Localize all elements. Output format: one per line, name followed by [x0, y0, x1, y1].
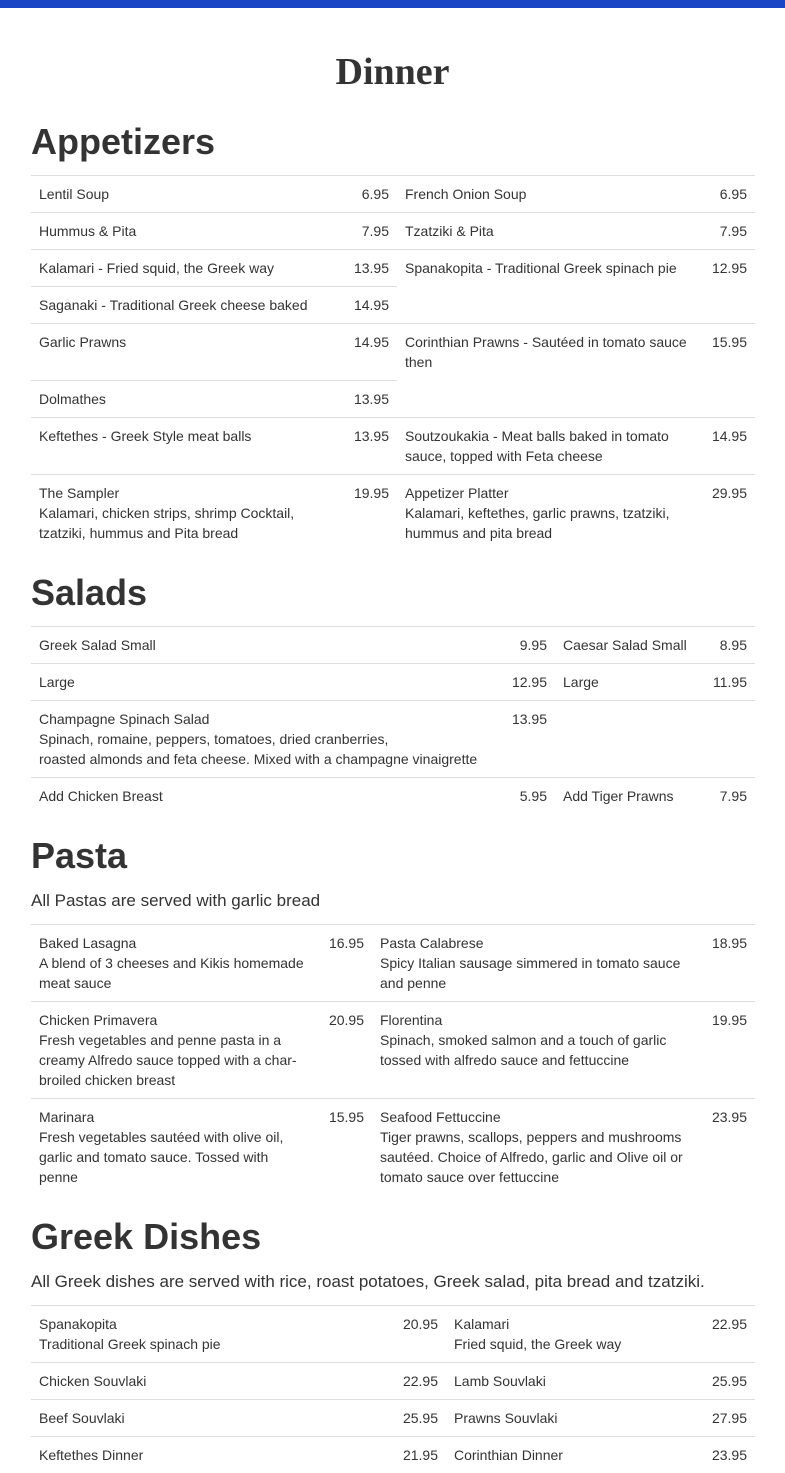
- item-price: 27.95: [695, 1400, 755, 1437]
- menu-row: [31, 925, 755, 1002]
- item-description: A blend of 3 cheeses and Kikis homemade meat sauce: [39, 953, 304, 993]
- item-name: Beef Souvlaki: [31, 1400, 386, 1437]
- item-price: 13.95: [337, 250, 397, 287]
- item-name: Kalamari: [454, 1314, 687, 1334]
- menu-item: [397, 475, 695, 552]
- item-name: Saganaki - Traditional Greek cheese baked: [31, 287, 337, 324]
- menu-row: [31, 701, 755, 778]
- menu-item: [372, 925, 695, 1002]
- menu-row: [31, 1099, 755, 1196]
- menu-item: [31, 1002, 312, 1099]
- item-description: Tiger prawns, scallops, peppers and mushrooms sautéed. Choice of Alfredo, garlic and Olive oil or tomato sauce over fettuccine: [380, 1127, 687, 1187]
- item-name: Marinara: [39, 1107, 304, 1127]
- item-price: 14.95: [695, 418, 755, 475]
- item-price: 7.95: [703, 778, 755, 815]
- item-price: 22.95: [695, 1306, 755, 1363]
- item-description: Kalamari, keftethes, garlic prawns, tzatziki, hummus and pita bread: [405, 503, 687, 543]
- item-name: Large: [31, 664, 494, 701]
- item-name: Spanakopita: [39, 1314, 378, 1334]
- menu-row: [31, 475, 755, 552]
- menu-item: [31, 925, 312, 1002]
- item-price: 19.95: [337, 475, 397, 552]
- item-name: Lentil Soup: [31, 176, 337, 213]
- item-price: 18.95: [695, 925, 755, 1002]
- item-price: 25.95: [695, 1363, 755, 1400]
- item-price: 13.95: [494, 701, 555, 778]
- menu-row: [31, 1306, 755, 1363]
- item-name: Corinthian Prawns - Sautéed in tomato sauce then: [397, 324, 695, 418]
- item-price: 29.95: [695, 475, 755, 552]
- item-price: 7.95: [695, 213, 755, 250]
- item-price: 5.95: [494, 778, 555, 815]
- item-description: Spicy Italian sausage simmered in tomato sauce and penne: [380, 953, 687, 993]
- item-price: 9.95: [494, 627, 555, 664]
- item-name: Tzatziki & Pita: [397, 213, 695, 250]
- menu-row: [31, 1363, 755, 1400]
- item-name: Pasta Calabrese: [380, 933, 687, 953]
- item-price: 23.95: [695, 1437, 755, 1473]
- menu-item: [31, 1099, 312, 1196]
- item-name: Add Tiger Prawns: [555, 778, 703, 815]
- item-name: Greek Salad Small: [31, 627, 494, 664]
- item-description: roasted almonds and feta cheese. Mixed with a champagne vinaigrette: [39, 749, 486, 769]
- item-price: 13.95: [337, 381, 397, 418]
- item-name: Lamb Souvlaki: [446, 1363, 695, 1400]
- menu-item: [372, 1099, 695, 1196]
- menu-row: [31, 1002, 755, 1099]
- item-description: Spinach, smoked salmon and a touch of garlic tossed with alfredo sauce and fettuccine: [380, 1030, 687, 1070]
- item-name: Baked Lasagna: [39, 933, 304, 953]
- item-price: 12.95: [695, 250, 755, 324]
- item-name: Keftethes - Greek Style meat balls: [31, 418, 337, 475]
- item-price: 6.95: [695, 176, 755, 213]
- item-price: 16.95: [312, 925, 372, 1002]
- menu-row: [31, 1437, 755, 1473]
- menu-row: [31, 778, 755, 815]
- item-name: Champagne Spinach Salad: [39, 709, 486, 729]
- menu-row: [31, 250, 755, 287]
- item-name: Appetizer Platter: [405, 483, 687, 503]
- salads-table: [31, 626, 755, 814]
- item-price: 19.95: [695, 1002, 755, 1099]
- item-price: 23.95: [695, 1099, 755, 1196]
- item-name: Add Chicken Breast: [31, 778, 494, 815]
- item-name: Caesar Salad Small: [555, 627, 703, 664]
- item-price: 25.95: [386, 1400, 446, 1437]
- section-heading-greek-dishes: Greek Dishes: [31, 1217, 261, 1257]
- item-price: 15.95: [695, 324, 755, 418]
- item-description: Fresh vegetables and penne pasta in a creamy Alfredo sauce topped with a char-broiled chicken breast: [39, 1030, 304, 1090]
- section-heading-appetizers: Appetizers: [31, 122, 215, 162]
- item-name: Hummus & Pita: [31, 213, 337, 250]
- item-price: 22.95: [386, 1363, 446, 1400]
- menu-row: [31, 176, 755, 213]
- item-description: Fresh vegetables sautéed with olive oil, garlic and tomato sauce. Tossed with penne: [39, 1127, 304, 1187]
- menu-row: [31, 324, 755, 381]
- menu-item: [31, 1306, 386, 1363]
- item-price: 20.95: [312, 1002, 372, 1099]
- item-price: 8.95: [703, 627, 755, 664]
- item-price: 21.95: [386, 1437, 446, 1473]
- menu-item: [446, 1306, 695, 1363]
- item-description: Fried squid, the Greek way: [454, 1334, 687, 1354]
- item-description: Traditional Greek spinach pie: [39, 1334, 378, 1354]
- menu-row: [31, 213, 755, 250]
- empty-cell: [555, 701, 703, 778]
- item-name: Garlic Prawns: [31, 324, 337, 381]
- item-price: 12.95: [494, 664, 555, 701]
- section-note: All Pastas are served with garlic bread: [31, 890, 320, 912]
- item-name: Large: [555, 664, 703, 701]
- item-name: Prawns Souvlaki: [446, 1400, 695, 1437]
- item-name: The Sampler: [39, 483, 329, 503]
- item-price: 20.95: [386, 1306, 446, 1363]
- item-name: Seafood Fettuccine: [380, 1107, 687, 1127]
- item-name: Kalamari - Fried squid, the Greek way: [31, 250, 337, 287]
- item-price: 11.95: [703, 664, 755, 701]
- page-title: Dinner: [0, 50, 785, 94]
- item-name: French Onion Soup: [397, 176, 695, 213]
- greek-dishes-table: [31, 1305, 755, 1473]
- section-heading-salads: Salads: [31, 573, 147, 613]
- item-name: Florentina: [380, 1010, 687, 1030]
- item-name: Dolmathes: [31, 381, 337, 418]
- menu-item: [31, 475, 337, 552]
- top-accent-bar: [0, 0, 785, 8]
- item-price: 13.95: [337, 418, 397, 475]
- menu-row: [31, 627, 755, 664]
- empty-cell: [703, 701, 755, 778]
- item-price: 14.95: [337, 287, 397, 324]
- section-note: All Greek dishes are served with rice, roast potatoes, Greek salad, pita bread and tzatziki.: [31, 1271, 705, 1293]
- item-price: 7.95: [337, 213, 397, 250]
- pasta-table: [31, 924, 755, 1195]
- item-name: Keftethes Dinner: [31, 1437, 386, 1473]
- section-heading-pasta: Pasta: [31, 836, 127, 876]
- menu-row: [31, 664, 755, 701]
- menu-row: [31, 418, 755, 475]
- item-name: Chicken Primavera: [39, 1010, 304, 1030]
- item-description: Spinach, romaine, peppers, tomatoes, dried cranberries,: [39, 729, 486, 749]
- item-description: Kalamari, chicken strips, shrimp Cocktail, tzatziki, hummus and Pita bread: [39, 503, 329, 543]
- item-price: 6.95: [337, 176, 397, 213]
- item-price: 14.95: [337, 324, 397, 381]
- appetizers-table: [31, 175, 755, 551]
- item-price: 15.95: [312, 1099, 372, 1196]
- item-name: Corinthian Dinner: [446, 1437, 695, 1473]
- menu-item: [372, 1002, 695, 1099]
- menu-item: [31, 701, 494, 778]
- item-name: Spanakopita - Traditional Greek spinach pie: [397, 250, 695, 324]
- item-name: Soutzoukakia - Meat balls baked in tomato sauce, topped with Feta cheese: [397, 418, 695, 475]
- menu-row: [31, 1400, 755, 1437]
- item-name: Chicken Souvlaki: [31, 1363, 386, 1400]
